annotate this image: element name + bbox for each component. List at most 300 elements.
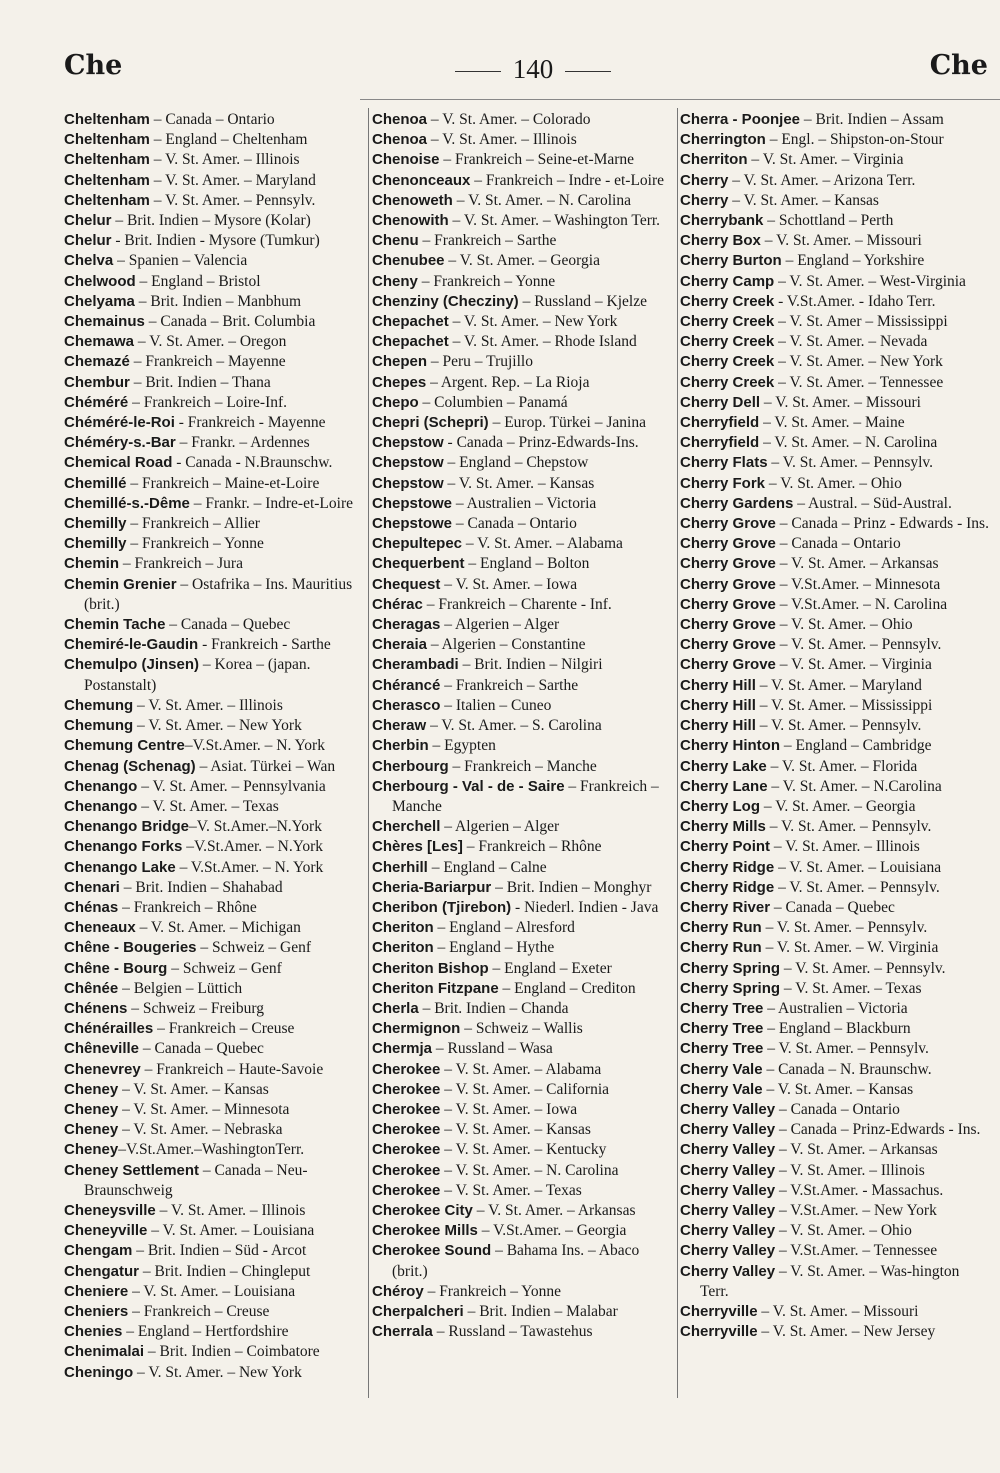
place-location: – V. St. Amer. – Kansas bbox=[440, 1121, 591, 1139]
place-location: –V.St.Amer. – N. York bbox=[184, 737, 325, 755]
place-location: – V.St.Amer. – N. York bbox=[175, 858, 324, 876]
place-location: – V. St. Amer. – Texas bbox=[440, 1181, 582, 1199]
gazetteer-entry bbox=[680, 554, 990, 574]
column-3 bbox=[680, 110, 990, 1342]
gazetteer-entry bbox=[680, 1080, 990, 1100]
place-location: – Algerien – Alger bbox=[440, 616, 560, 634]
place-location: – V. St. Amer. – W. Virginia bbox=[761, 939, 939, 957]
place-location: – Frankreich – Seine-et-Marne bbox=[439, 151, 635, 169]
place-location: – V. St. Amer. – Kansas bbox=[118, 1080, 269, 1098]
place-name: Chenango Lake bbox=[64, 858, 176, 876]
place-location: – V. St. Amer. – Illinois bbox=[775, 1161, 925, 1179]
place-name: Cherry bbox=[680, 191, 729, 209]
place-location: – Ostafrika – Ins. Mauritius (brit.) bbox=[84, 575, 353, 613]
place-name: Chenowith bbox=[372, 212, 449, 230]
gazetteer-entry bbox=[372, 211, 672, 231]
place-name: Cherry Valley bbox=[680, 1201, 776, 1219]
gazetteer-entry bbox=[680, 231, 990, 251]
gazetteer-entry bbox=[372, 1181, 672, 1201]
place-location: – V. St. Amer. – Florida bbox=[766, 757, 918, 775]
place-location: – England – Cheltenham bbox=[149, 131, 308, 149]
place-name: Cheriton bbox=[372, 919, 434, 937]
place-name: Cherbin bbox=[372, 737, 429, 755]
gazetteer-entry bbox=[64, 757, 364, 777]
place-name: Chemung bbox=[64, 717, 134, 735]
gazetteer-entry bbox=[64, 211, 364, 231]
place-name: Chepstowe bbox=[372, 515, 453, 533]
gazetteer-entry bbox=[372, 191, 672, 211]
place-location: – V. St. Amer. – Pennsylv. bbox=[765, 818, 932, 836]
place-location: – Brit. Indien – Süd - Arcot bbox=[132, 1242, 307, 1260]
gazetteer-entry bbox=[680, 1302, 990, 1322]
place-name: Cheniere bbox=[64, 1282, 129, 1300]
place-location: – Frankreich – Creuse bbox=[128, 1302, 270, 1320]
place-location: – V. St. Amer. – S. Carolina bbox=[426, 717, 602, 735]
place-location: – V. St. Amer. – Kansas bbox=[443, 474, 595, 492]
place-name: Cherry Box bbox=[680, 232, 761, 250]
place-name: Chenango bbox=[64, 777, 138, 795]
gazetteer-entry bbox=[64, 150, 364, 170]
place-name: Cherry Mills bbox=[680, 818, 766, 836]
place-name: Cherry Grove bbox=[680, 636, 776, 654]
gazetteer-entry bbox=[680, 373, 990, 393]
place-location: – Brit. Indien – Malabar bbox=[463, 1302, 618, 1320]
gazetteer-entry bbox=[372, 1322, 672, 1342]
place-location: – V. St. Amer. – Iowa bbox=[440, 575, 578, 593]
place-name: Chermignon bbox=[372, 1020, 461, 1038]
place-name: Cherchell bbox=[372, 818, 441, 836]
place-name: Cherambadi bbox=[372, 656, 459, 674]
place-location: – V. St. Amer. – Rhode Island bbox=[448, 333, 637, 351]
place-name: Chelyama bbox=[64, 292, 135, 310]
place-name: Cheney Settlement bbox=[64, 1161, 200, 1179]
place-location: – V. St. Amer. – N. Carolina bbox=[440, 1161, 619, 1179]
place-name: Cherokee bbox=[372, 1161, 441, 1179]
gazetteer-entry bbox=[372, 393, 672, 413]
gazetteer-entry bbox=[64, 1080, 364, 1100]
gazetteer-entry bbox=[372, 171, 672, 191]
place-location: – V. St. Amer. – New York bbox=[448, 313, 618, 331]
place-location: – V. St. Amer. – Nevada bbox=[774, 333, 928, 351]
place-location: – V. St. Amer. – Missouri bbox=[757, 1302, 919, 1320]
gazetteer-entry bbox=[64, 1201, 364, 1221]
place-location: – Australien – Victoria bbox=[763, 999, 908, 1017]
gazetteer-entry bbox=[372, 736, 672, 756]
gazetteer-entry bbox=[680, 837, 990, 857]
gazetteer-entry bbox=[372, 1100, 672, 1120]
gazetteer-entry bbox=[680, 272, 990, 292]
place-location: – Frankreich – Creuse bbox=[153, 1020, 295, 1038]
gazetteer-entry bbox=[372, 898, 672, 918]
gazetteer-entry bbox=[64, 837, 364, 857]
place-name: Cherry Creek bbox=[680, 333, 775, 351]
place-name: Cheraia bbox=[372, 636, 428, 654]
place-location: – Europ. Türkei – Janina bbox=[488, 414, 646, 432]
gazetteer-entry bbox=[64, 655, 364, 695]
place-name: Cherry Burton bbox=[680, 252, 782, 270]
gazetteer-entry bbox=[64, 1241, 364, 1261]
place-location: –V.St.Amer.–WashingtonTerr. bbox=[118, 1141, 305, 1159]
place-name: Cherry Grove bbox=[680, 515, 776, 533]
place-location: – V. St. Amer. – Ohio bbox=[775, 1222, 912, 1240]
place-location: – Australien – Victoria bbox=[452, 494, 597, 512]
place-name: Cherry bbox=[680, 171, 729, 189]
place-location: – England – Chepstow bbox=[443, 454, 589, 472]
place-location: - Niederl. Indien - Java bbox=[511, 898, 659, 916]
place-name: Chenango bbox=[64, 797, 138, 815]
place-name: Cherryfield bbox=[680, 434, 760, 452]
gazetteer-entry bbox=[64, 453, 364, 473]
place-name: Cheltenham bbox=[64, 131, 150, 149]
place-location: – V. St. Amer. – N. Carolina bbox=[759, 434, 938, 452]
gazetteer-entry bbox=[372, 453, 672, 473]
place-location: – Canada – Quebec bbox=[139, 1040, 264, 1058]
place-name: Cherryville bbox=[680, 1302, 758, 1320]
place-location: – V. St. Amer. – N.Carolina bbox=[767, 777, 942, 795]
place-name: Cherry Hinton bbox=[680, 737, 781, 755]
gazetteer-entry bbox=[64, 312, 364, 332]
place-name: Chepstow bbox=[372, 454, 444, 472]
gazetteer-entry bbox=[680, 312, 990, 332]
place-name: Chénérailles bbox=[64, 1020, 154, 1038]
gazetteer-entry bbox=[372, 312, 672, 332]
gazetteer-entry bbox=[64, 474, 364, 494]
place-name: Chêne - Bourg bbox=[64, 959, 168, 977]
place-name: Chengam bbox=[64, 1242, 133, 1260]
place-name: Cheltenham bbox=[64, 171, 150, 189]
place-location: – V. St. Amer. – Mississippi bbox=[755, 696, 933, 714]
place-location: – Frankreich – Indre - et-Loire bbox=[470, 171, 665, 189]
header-left-keyword: Che bbox=[64, 50, 123, 81]
place-name: Cherry Hill bbox=[680, 676, 756, 694]
place-name: Chenonceaux bbox=[372, 171, 471, 189]
gazetteer-entry bbox=[372, 231, 672, 251]
place-location: – V. St. Amer. – Arkansas bbox=[775, 555, 939, 573]
place-location: – Brit. Indien – Assam bbox=[800, 111, 944, 128]
place-location: – Brit. Indien – Monghyr bbox=[491, 878, 652, 896]
place-name: Cherry Creek bbox=[680, 353, 775, 371]
gazetteer-entry bbox=[372, 757, 672, 777]
gazetteer-entry bbox=[64, 231, 364, 251]
place-name: Cherry Spring bbox=[680, 959, 781, 977]
place-location: – Canada – Ontario bbox=[452, 515, 577, 533]
place-name: Chepstowe bbox=[372, 494, 453, 512]
place-name: Cheneaux bbox=[64, 919, 136, 937]
place-name: Cherry Hill bbox=[680, 717, 756, 735]
gazetteer-entry bbox=[372, 716, 672, 736]
place-name: Chepo bbox=[372, 393, 419, 411]
place-location: – V. St. Amer. – N. Carolina bbox=[452, 191, 631, 209]
place-name: Chembur bbox=[64, 373, 130, 391]
gazetteer-entry bbox=[680, 635, 990, 655]
place-name: Cherry Gardens bbox=[680, 494, 794, 512]
place-name: Cheltenham bbox=[64, 191, 150, 209]
place-location: – Frankreich – Haute-Savoie bbox=[140, 1060, 324, 1078]
gazetteer-entry bbox=[372, 110, 672, 130]
place-location: – V. St. Amer. – Michigan bbox=[135, 919, 301, 937]
place-name: Chemawa bbox=[64, 333, 135, 351]
place-location: – Schweiz – Genf bbox=[167, 959, 282, 977]
place-name: Chequest bbox=[372, 575, 441, 593]
gazetteer-entry bbox=[64, 1039, 364, 1059]
place-name: Chepen bbox=[372, 353, 428, 371]
place-location: – V. St. Amer. – Tennessee bbox=[774, 373, 944, 391]
gazetteer-entry bbox=[372, 1080, 672, 1100]
gazetteer-entry bbox=[64, 979, 364, 999]
gazetteer-entry bbox=[680, 413, 990, 433]
place-name: Cherry Log bbox=[680, 797, 761, 815]
gazetteer-entry bbox=[64, 1262, 364, 1282]
gazetteer-entry bbox=[680, 797, 990, 817]
gazetteer-entry bbox=[372, 1201, 672, 1221]
place-location: – Frankr. – Indre-et-Loire bbox=[189, 494, 353, 512]
gazetteer-entry bbox=[680, 1140, 990, 1160]
gazetteer-entry bbox=[64, 878, 364, 898]
place-name: Chemillé bbox=[64, 474, 127, 492]
gazetteer-entry bbox=[64, 251, 364, 271]
place-name: Chemainus bbox=[64, 313, 145, 331]
place-location: – V. St. Amer. – Illinois bbox=[770, 838, 920, 856]
place-name: Cherokee Mills bbox=[372, 1222, 478, 1240]
gazetteer-entry bbox=[372, 1282, 672, 1302]
gazetteer-entry bbox=[372, 1161, 672, 1181]
gazetteer-entry bbox=[64, 1100, 364, 1120]
gazetteer-entry bbox=[680, 575, 990, 595]
gazetteer-entry bbox=[372, 676, 672, 696]
place-name: Cherbourg bbox=[372, 757, 449, 775]
place-location: – V. St. Amer. – Was-hington Terr. bbox=[700, 1262, 960, 1300]
place-location: – Canada – Ontario bbox=[775, 1100, 900, 1118]
gazetteer-entry bbox=[372, 938, 672, 958]
place-location: – V. St. Amer. – Minnesota bbox=[118, 1100, 290, 1118]
place-name: Cherry Valley bbox=[680, 1161, 776, 1179]
gazetteer-entry bbox=[64, 373, 364, 393]
place-location: – V. St. Amer. – Pennsylv. bbox=[780, 959, 946, 977]
place-name: Cherry Ridge bbox=[680, 878, 775, 896]
gazetteer-entry bbox=[680, 352, 990, 372]
place-location: – Engl. – Shipston-on-Stour bbox=[765, 131, 944, 149]
place-location: – England – Yorkshire bbox=[781, 252, 925, 270]
gazetteer-entry bbox=[372, 554, 672, 574]
place-name: Cherokee bbox=[372, 1141, 441, 1159]
place-name: Chelur bbox=[64, 212, 112, 230]
gazetteer-entry bbox=[680, 474, 990, 494]
place-location: – V. St. Amer. – Virginia bbox=[747, 151, 904, 169]
gazetteer-entry bbox=[680, 110, 990, 130]
place-location: – V. St. Amer. – Alabama bbox=[440, 1060, 602, 1078]
place-location: – Egypten bbox=[428, 737, 496, 755]
place-name: Chérancé bbox=[372, 676, 441, 694]
place-name: Chemin Tache bbox=[64, 616, 166, 634]
place-name: Chepachet bbox=[372, 333, 449, 351]
place-name: Chelur bbox=[64, 232, 112, 250]
place-name: Cheragas bbox=[372, 616, 441, 634]
gazetteer-entry bbox=[372, 352, 672, 372]
place-name: Chemilly bbox=[64, 535, 127, 553]
place-name: Chenubee bbox=[372, 252, 445, 270]
place-location: - Frankreich - Sarthe bbox=[198, 636, 331, 654]
place-location: – Russland – Wasa bbox=[432, 1040, 553, 1058]
gazetteer-entry bbox=[680, 1262, 990, 1302]
gazetteer-entry bbox=[680, 757, 990, 777]
gazetteer-entry bbox=[680, 534, 990, 554]
place-location: – V. St. Amer. – New York bbox=[133, 1363, 302, 1381]
place-location: – Canada – Prinz - Edwards - Ins. bbox=[775, 515, 989, 533]
place-name: Cherokee bbox=[372, 1100, 441, 1118]
place-name: Chéméry-s.-Bar bbox=[64, 434, 176, 452]
place-name: Cherry Hill bbox=[680, 696, 756, 714]
place-name: Cheribon (Tjirebon) bbox=[372, 898, 512, 916]
place-name: Chenango Forks bbox=[64, 838, 183, 856]
gazetteer-entry bbox=[64, 332, 364, 352]
place-name: Cherpalcheri bbox=[372, 1302, 464, 1320]
place-name: Cheriton Fitzpane bbox=[372, 979, 499, 997]
place-location: – England – Calne bbox=[427, 858, 547, 876]
place-location: – Canada – Neu-Braunschweig bbox=[84, 1161, 308, 1199]
place-name: Chérac bbox=[372, 595, 423, 613]
place-name: Chermja bbox=[372, 1040, 433, 1058]
gazetteer-entry bbox=[680, 1322, 990, 1342]
place-name: Cherryfield bbox=[680, 414, 760, 432]
gazetteer-entry bbox=[680, 595, 990, 615]
place-location: – Frankreich – Maine-et-Loire bbox=[126, 474, 320, 492]
place-name: Cherry River bbox=[680, 898, 771, 916]
place-name: Cherry Tree bbox=[680, 999, 764, 1017]
gazetteer-entry bbox=[64, 938, 364, 958]
place-name: Cherry Ridge bbox=[680, 858, 775, 876]
place-name: Chenoa bbox=[372, 131, 428, 149]
gazetteer-entry bbox=[680, 1181, 990, 1201]
place-name: Cheney bbox=[64, 1121, 119, 1139]
place-location: – V. St. Amer. – Pennsylv. bbox=[755, 717, 922, 735]
place-name: Cheriton Bishop bbox=[372, 959, 489, 977]
gazetteer-entry bbox=[680, 1201, 990, 1221]
gazetteer-entry bbox=[680, 1241, 990, 1261]
gazetteer-entry bbox=[64, 696, 364, 716]
gazetteer-entry bbox=[64, 171, 364, 191]
gazetteer-entry bbox=[680, 999, 990, 1019]
place-name: Cherokee Sound bbox=[372, 1242, 492, 1260]
place-location: – Frankreich – Sarthe bbox=[440, 676, 579, 694]
place-location: – Canada – Quebec bbox=[165, 616, 291, 634]
place-name: Chepstow bbox=[372, 474, 444, 492]
gazetteer-entry bbox=[372, 1019, 672, 1039]
page-header bbox=[0, 50, 1000, 100]
gazetteer-entry bbox=[372, 777, 672, 817]
place-location: – V. St. Amer. – Arizona Terr. bbox=[728, 171, 916, 189]
gazetteer-entry bbox=[680, 393, 990, 413]
place-location: – V. St. Amer. – Pennsylv. bbox=[763, 1040, 929, 1058]
gazetteer-entry bbox=[64, 393, 364, 413]
place-location: – V.St.Amer. – New York bbox=[775, 1201, 937, 1219]
place-location: –V.St.Amer. – N.York bbox=[182, 838, 324, 856]
gazetteer-entry bbox=[680, 191, 990, 211]
place-location: – V. St. Amer. – Ohio bbox=[765, 474, 902, 492]
place-location: - Brit. Indien - Mysore (Tumkur) bbox=[111, 232, 320, 250]
place-name: Chénas bbox=[64, 898, 119, 916]
column-divider bbox=[677, 108, 678, 1398]
place-location: – V. St. Amer. – Illinois bbox=[427, 131, 577, 149]
place-name: Cherriton bbox=[680, 151, 748, 169]
place-name: Cherasco bbox=[372, 696, 441, 714]
place-location: – V. St. Amer. – Kansas bbox=[762, 1080, 914, 1098]
place-name: Chengatur bbox=[64, 1262, 139, 1280]
place-location: – V. St. Amer. – Louisiana bbox=[128, 1282, 296, 1300]
place-name: Cherry Valley bbox=[680, 1262, 776, 1280]
place-name: Chenimalai bbox=[64, 1343, 145, 1361]
gazetteer-entry bbox=[680, 938, 990, 958]
gazetteer-entry bbox=[680, 1100, 990, 1120]
gazetteer-entry bbox=[64, 1322, 364, 1342]
gazetteer-entry bbox=[680, 676, 990, 696]
place-name: Cherry Valley bbox=[680, 1121, 776, 1139]
gazetteer-entry bbox=[64, 130, 364, 150]
place-name: Chemin bbox=[64, 555, 120, 573]
gazetteer-entry bbox=[372, 272, 672, 292]
place-name: Cherry Creek bbox=[680, 373, 775, 391]
gazetteer-entry bbox=[64, 1019, 364, 1039]
gazetteer-entry bbox=[372, 413, 672, 433]
place-location: – V. St. Amer. – New York bbox=[774, 353, 943, 371]
gazetteer-entry bbox=[64, 191, 364, 211]
gazetteer-entry bbox=[680, 655, 990, 675]
place-location: – England – Alresford bbox=[433, 919, 575, 937]
gazetteer-entry bbox=[64, 413, 364, 433]
place-location: – V. St. Amer – Mississippi bbox=[774, 313, 948, 331]
place-location: – Schweiz – Wallis bbox=[460, 1020, 583, 1038]
gazetteer-entry bbox=[64, 292, 364, 312]
gazetteer-entry bbox=[372, 251, 672, 271]
place-location: – V.St.Amer. – Tennessee bbox=[775, 1242, 938, 1260]
gazetteer-entry bbox=[680, 1221, 990, 1241]
place-location: - Canada – Prinz-Edwards-Ins. bbox=[443, 434, 639, 452]
place-name: Chelva bbox=[64, 252, 114, 270]
place-name: Chères [Les] bbox=[372, 838, 463, 856]
place-name: Chemin Grenier bbox=[64, 575, 177, 593]
gazetteer-entry bbox=[64, 575, 364, 615]
gazetteer-entry bbox=[64, 999, 364, 1019]
gazetteer-entry bbox=[680, 1161, 990, 1181]
gazetteer-entry bbox=[372, 878, 672, 898]
gazetteer-entry bbox=[680, 615, 990, 635]
place-name: Cherokee bbox=[372, 1121, 441, 1139]
gazetteer-entry bbox=[372, 918, 672, 938]
place-location: – Frankreich – Sarthe bbox=[418, 232, 557, 250]
gazetteer-entry bbox=[372, 1140, 672, 1160]
place-location: – England – Bristol bbox=[135, 272, 261, 290]
place-location: – V. St. Amer. – Missouri bbox=[760, 232, 922, 250]
gazetteer-entry bbox=[372, 514, 672, 534]
gazetteer-entry bbox=[372, 474, 672, 494]
place-location: – Spanien – Valencia bbox=[113, 252, 248, 270]
place-location: – Italien – Cuneo bbox=[440, 696, 552, 714]
place-location: – V. St. Amer. – Pennsylvania bbox=[137, 777, 326, 795]
gazetteer-entry bbox=[680, 918, 990, 938]
place-name: Chepultepec bbox=[372, 535, 463, 553]
header-rule bbox=[360, 99, 1000, 100]
place-name: Cherry Lake bbox=[680, 757, 767, 775]
place-location: – Brit. Indien – Shahabad bbox=[119, 878, 283, 896]
place-name: Cherla bbox=[372, 999, 419, 1017]
place-location: – Brit. Indien – Thana bbox=[129, 373, 271, 391]
place-location: – England – Cambridge bbox=[780, 737, 932, 755]
place-location: – Belgien – Lüttich bbox=[118, 979, 243, 997]
gazetteer-entry bbox=[680, 292, 990, 312]
place-location: - V.St.Amer. - Idaho Terr. bbox=[774, 292, 936, 310]
gazetteer-entry bbox=[680, 514, 990, 534]
place-name: Chemazé bbox=[64, 353, 130, 371]
gazetteer-entry bbox=[680, 251, 990, 271]
